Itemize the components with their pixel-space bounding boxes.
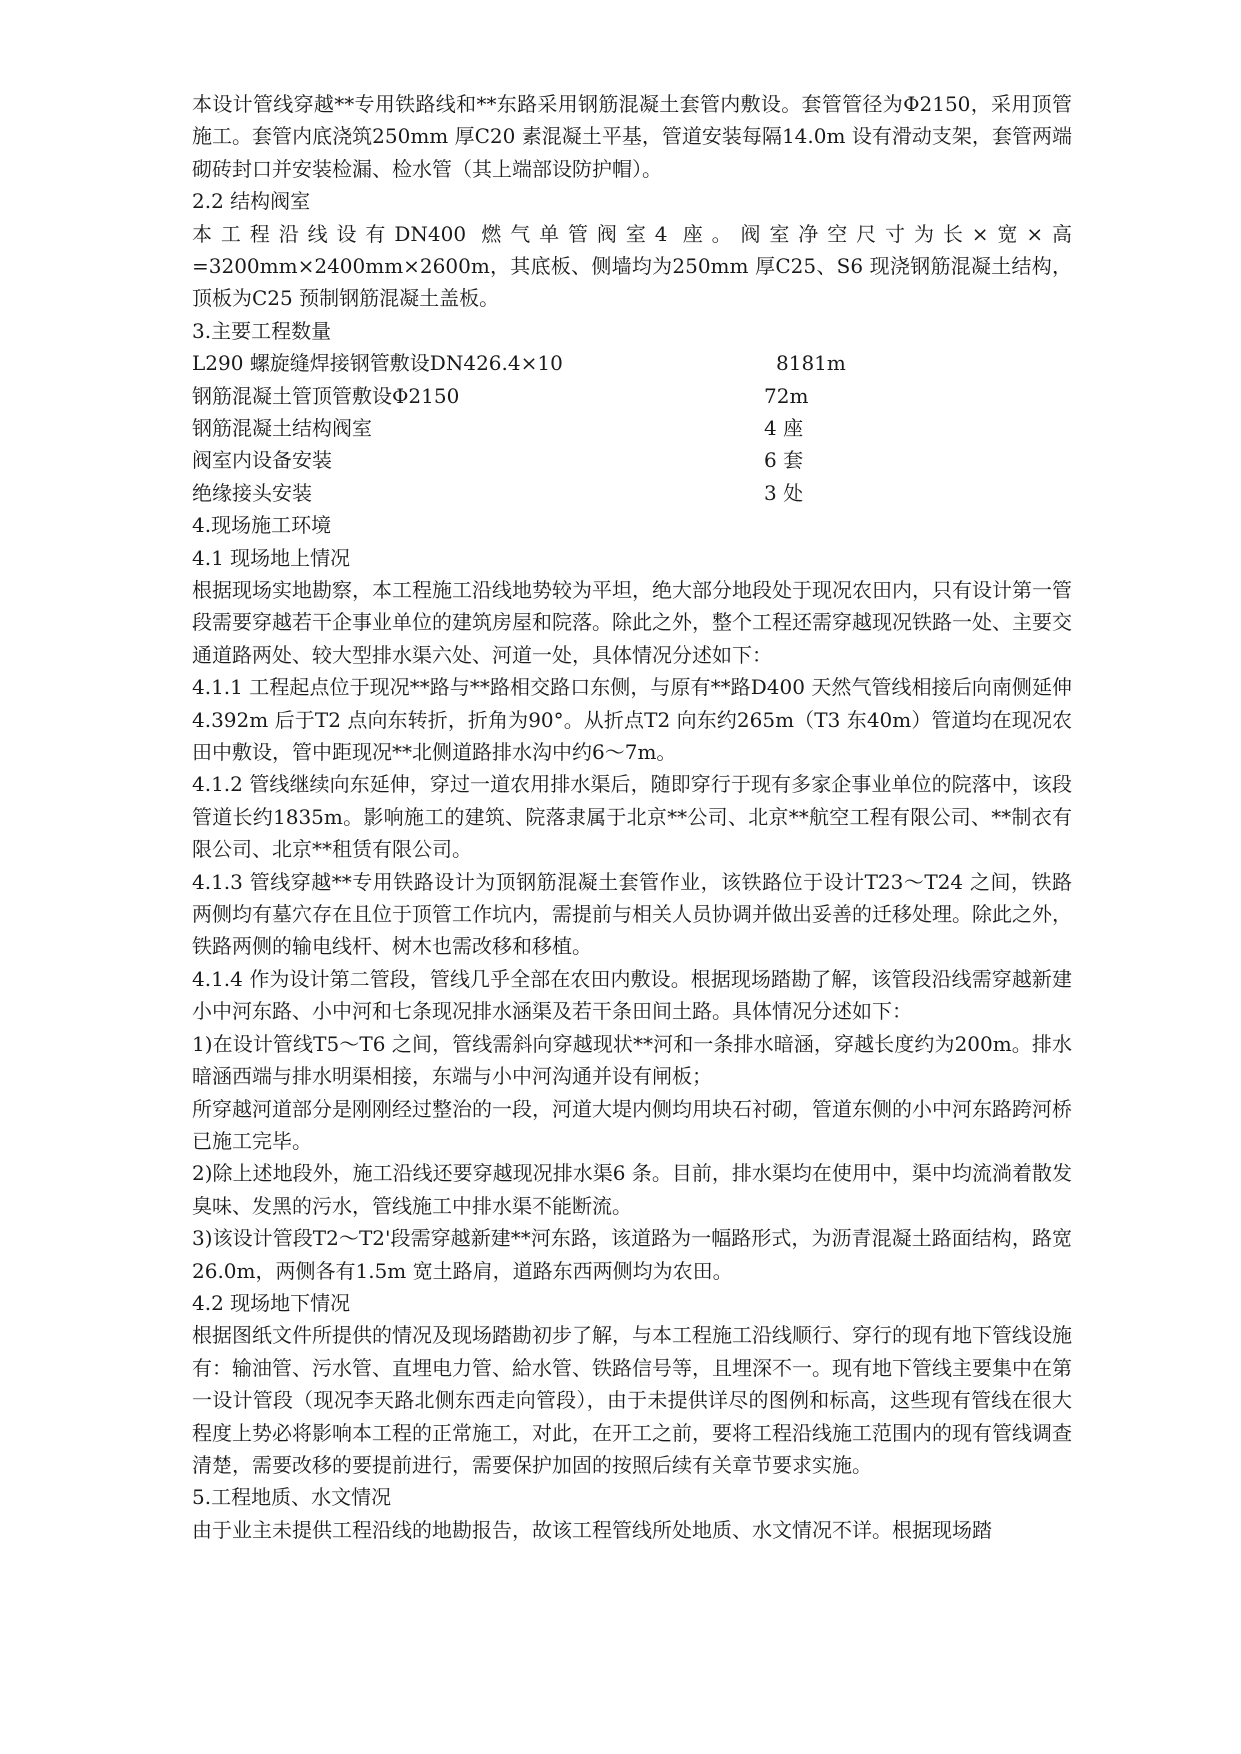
quantity-table <box>192 347 1072 509</box>
quantity-row <box>192 347 1072 379</box>
paragraph-4-1-2: 4.1.2 管线继续向东延伸，穿过一道农用排水渠后，随即穿行于现有多家企事业单位的院落中，该段管道长约1835m。影响施工的建筑、院落隶属于北京**公司、北京**航空工程有限公司、**制衣有限公司、北京**租赁有限公司。 <box>192 772 1072 862</box>
section-heading-5: 5.工程地质、水文情况 <box>192 1485 392 1510</box>
quantity-item: 绝缘接头安装 <box>192 480 312 505</box>
document-page <box>192 88 1072 1546</box>
list-item-1: 1)在设计管线T5～T6 之间，管线需斜向穿越现状**河和一条排水暗涵，穿越长度约为200m。排水暗涵西端与排水明渠相接，东端与小中河沟通并设有闸板； <box>192 1031 1072 1089</box>
quantity-value: 4 座 <box>764 416 804 441</box>
quantity-value: 8181m <box>776 351 846 376</box>
section-heading-2-2: 2.2 结构阀室 <box>192 189 311 214</box>
quantity-row <box>192 380 1072 412</box>
paragraph-4-1-4: 4.1.4 作为设计第二管段，管线几乎全部在农田内敷设。根据现场踏勘了解，该管段沿线需穿越新建小中河东路、小中河和七条现况排水涵渠及若干条田间土路。具体情况分述如下： <box>192 966 1072 1024</box>
section-heading-4: 4.现场施工环境 <box>192 513 332 538</box>
section-heading-3: 3.主要工程数量 <box>192 318 332 343</box>
quantity-item: 钢筋混凝土管顶管敷设Φ2150 <box>192 383 460 408</box>
list-item-1-continued: 所穿越河道部分是刚刚经过整治的一段，河道大堤内侧均用块石衬砌，管道东侧的小中河东路跨河桥已施工完毕。 <box>192 1096 1072 1153</box>
paragraph-4-1: 根据现场实地勘察，本工程施工沿线地势较为平坦，绝大部分地段处于现况农田内，只有设计第一管段需要穿越若干企事业单位的建筑房屋和院落。除此之外，整个工程还需穿越现况铁路一处、主要交通道路两处、较大型排水渠六处、河道一处，具体情况分述如下： <box>192 578 1072 667</box>
quantity-row <box>192 412 1072 444</box>
quantity-value: 72m <box>764 383 809 408</box>
list-item-3: 3)该设计管段T2～T2'段需穿越新建**河东路，该道路为一幅路形式，为沥青混凝土路面结构，路宽26.0m，两侧各有1.5m 宽土路肩，道路东西两侧均为农田。 <box>192 1226 1072 1283</box>
section-heading-4-1: 4.1 现场地上情况 <box>192 545 351 570</box>
paragraph-2-2: 本工程沿线设有DN400 燃气单管阀室4 座。阀室净空尺寸为长×宽×高=3200mm×2400mm×2600m，其底板、侧墙均为250mm 厚C25、S6 现浇钢筋混凝土结构，顶板为C25 预制钢筋混凝土盖板。 <box>192 221 1072 311</box>
paragraph-4-1-1: 4.1.1 工程起点位于现况**路与**路相交路口东侧，与原有**路D400 天然气管线相接后向南侧延伸4.392m 后于T2 点向东转折，折角为90°。从折点T2 向东约265m（T3 东40m）管道均在现况农田中敷设，管中距现况**北侧道路排水沟中约6～7m。 <box>192 675 1072 765</box>
paragraph-4-2: 根据图纸文件所提供的情况及现场踏勘初步了解，与本工程施工沿线顺行、穿行的现有地下管线设施有：输油管、污水管、直埋电力管、給水管、铁路信号等，且埋深不一。现有地下管线主要集中在第一设计管段（现况李天路北侧东西走向管段），由于未提供详尽的图例和标高，这些现有管线在很大程度上势必将影响本工程的正常施工，对此，在开工之前，要将工程沿线施工范围内的现有管线调查清楚，需要改移的要提前进行，需要保护加固的按照后续有关章节要求实施。 <box>192 1323 1072 1477</box>
quantity-row <box>192 477 1072 509</box>
quantity-value: 3 处 <box>764 480 804 505</box>
quantity-value: 6 套 <box>764 448 804 473</box>
paragraph-5: 由于业主未提供工程沿线的地勘报告，故该工程管线所处地质、水文情况不详。根据现场踏 <box>192 1517 992 1542</box>
quantity-item: 钢筋混凝土结构阀室 <box>192 416 372 441</box>
quantity-row <box>192 444 1072 476</box>
paragraph-4-1-3: 4.1.3 管线穿越**专用铁路设计为顶钢筋混凝土套管作业，该铁路位于设计T23～T24 之间，铁路两侧均有墓穴存在且位于顶管工作坑内，需提前与相关人员协调并做出妥善的迁移处理。除此之外，铁路两侧的输电线杆、树木也需改移和移植。 <box>192 869 1072 959</box>
section-heading-4-2: 4.2 现场地下情况 <box>192 1290 351 1315</box>
quantity-item: L290 螺旋缝焊接钢管敷设DN426.4×10 <box>192 351 563 376</box>
list-item-2: 2)除上述地段外，施工沿线还要穿越现况排水渠6 条。目前，排水渠均在使用中，渠中均流淌着散发臭味、发黑的污水，管线施工中排水渠不能断流。 <box>192 1161 1072 1218</box>
intro-paragraph: 本设计管线穿越**专用铁路线和**东路采用钢筋混凝土套管内敷设。套管管径为Φ2150，采用顶管施工。套管内底浇筑250mm 厚C20 素混凝土平基，管道安装每隔14.0m 设有滑动支架，套管两端砌砖封口并安装检漏、检水管（其上端部设防护帽）。 <box>192 92 1072 181</box>
quantity-item: 阀室内设备安装 <box>192 448 332 473</box>
